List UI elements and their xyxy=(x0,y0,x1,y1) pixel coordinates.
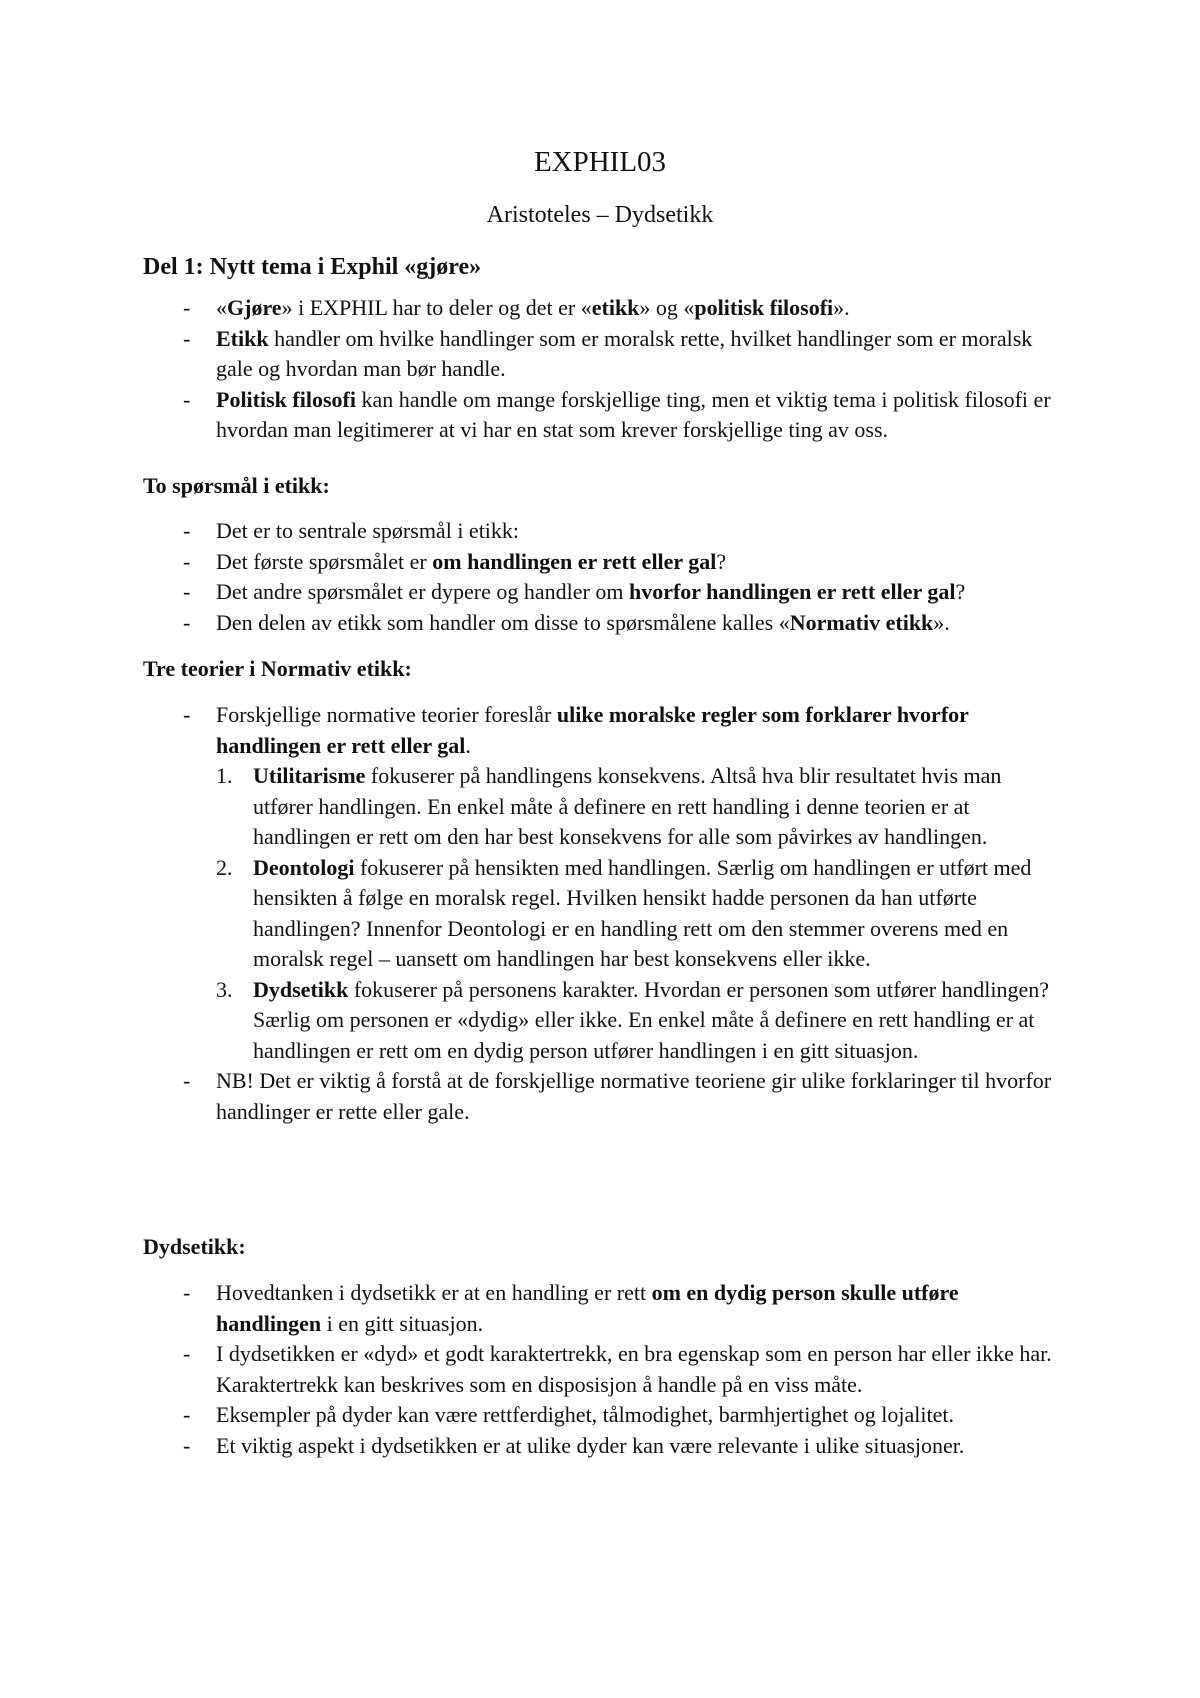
bullet-dash: - xyxy=(183,1068,191,1093)
list-item: - Den delen av etikk som handler om disse to spørsmålene kalles «Normativ etikk». xyxy=(183,608,1063,639)
section4-list xyxy=(183,1278,1063,1461)
document-subtitle: Aristoteles – Dydsetikk xyxy=(486,202,714,228)
bullet-dash: - xyxy=(183,518,191,543)
bullet-dash: - xyxy=(183,1341,191,1366)
section2-list xyxy=(183,516,1063,638)
part1-heading: Del 1: Nytt tema i Exphil «gjøre» xyxy=(143,254,482,280)
list-item: - NB! Det er viktig å forstå at de forskjellige normative teoriene gir ulike forklaringer til hvorfor handlinger er rette eller gale. xyxy=(183,1068,1052,1124)
section3-list xyxy=(183,700,1063,1127)
list-item: - Forskjellige normative teorier foreslår ulike moralske regler som forklarer hvorfor handlingen er rett eller gal. 1. Utilitarisme fokuserer på handlingens konsekvens. Altså hva blir resultatet hvis man utfører handlingen. En enkel måte å definere en rett handling i denne teorien er at handlingen er rett om den har best konsekvens for alle som påvirkes av handlingen. 2. Deontologi fokuserer på hensikten med handlingen. Særlig om handlingen er utført med hensikten å følge en moralsk regel. Hvilken hensikt hadde personen da han utførte handlingen? Innenfor Deontologi er en handling rett om den stemmer overens med en moralsk regel – uansett om handlingen har best konsekvens eller ikke. 3. Dydsetikk fokuserer på personens karakter. Hvordan er personen som utfører handlingen? Særlig om personen er «dydig» eller ikke. En enkel måte å definere en rett handling er at handlingen er rett om en dydig person utfører handlingen i en gitt situasjon. xyxy=(183,700,1063,1066)
item-number: 1. xyxy=(216,763,233,788)
list-item: - Hovedtanken i dydsetikk er at en handling er rett om en dydig person skulle utføre handlingen i en gitt situasjon. xyxy=(183,1280,959,1336)
bullet-dash: - xyxy=(183,295,191,320)
section-heading: Tre teorier i Normativ etikk: xyxy=(143,656,412,681)
bullet-dash: - xyxy=(183,548,191,574)
theory-list xyxy=(216,761,1063,1066)
list-item: - Etikk handler om hvilke handlinger som er moralsk rette, hvilket handlinger som er moralsk gale og hvordan man bør handle. xyxy=(183,325,1033,381)
list-item: - Politisk filosofi kan handle om mange forskjellige ting, men et viktig tema i politisk filosofi er hvordan man legitimerer at vi har en stat som krever forskjellige ting av oss. xyxy=(183,386,1051,442)
bullet-dash: - xyxy=(183,325,191,351)
theory-item: 1. Utilitarisme fokuserer på handlingens konsekvens. Altså hva blir resultatet hvis man utfører handlingen. En enkel måte å definere en rett handling i denne teorien er at handlingen er rett om den har best konsekvens for alle som påvirkes av handlingen. xyxy=(216,763,1002,849)
section-heading: To spørsmål i etikk: xyxy=(143,473,330,498)
document-title: EXPHIL03 xyxy=(533,146,667,178)
theory-item: 3. Dydsetikk fokuserer på personens karakter. Hvordan er personen som utfører handlingen? Særlig om personen er «dydig» eller ikke. En enkel måte å definere en rett handling er at handlingen er rett om en dydig person utfører handlingen i en gitt situasjon. xyxy=(216,976,1050,1063)
list-item: - Det første spørsmålet er om handlingen er rett eller gal? xyxy=(183,547,1063,578)
bullet-dash: - xyxy=(183,1432,191,1458)
bullet-dash: - xyxy=(183,386,191,412)
list-item: - «Gjøre» i EXPHIL har to deler og det er «etikk» og «politisk filosofi». xyxy=(183,293,1063,324)
section-heading: Dydsetikk: xyxy=(143,1234,246,1259)
theory-item: 2. Deontologi fokuserer på hensikten med handlingen. Særlig om handlingen er utført med hensikten å følge en moralsk regel. Hvilken hensikt hadde personen da han utførte handlingen? Innenfor Deontologi er en handling rett om den stemmer overens med en moralsk regel – uansett om handlingen har best konsekvens eller ikke. xyxy=(216,854,1032,971)
list-item: - Det andre spørsmålet er dypere og handler om hvorfor handlingen er rett eller gal? xyxy=(183,577,1063,608)
list-item: - Et viktig aspekt i dydsetikken er at ulike dyder kan være relevante i ulike situasjoner. xyxy=(183,1431,1063,1462)
list-item: - I dydsetikken er «dyd» et godt karaktertrekk, en bra egenskap som en person har eller ikke har. Karaktertrekk kan beskrives som en disposisjon å handle på en viss måte. xyxy=(183,1341,1052,1397)
bullet-dash: - xyxy=(183,579,191,604)
item-number: 2. xyxy=(216,854,233,880)
bullet-dash: - xyxy=(183,1402,191,1427)
bullet-dash: - xyxy=(183,1280,191,1305)
bullet-dash: - xyxy=(183,702,191,727)
list-item: - Det er to sentrale spørsmål i etikk: xyxy=(183,516,1063,547)
part1-list xyxy=(183,293,1063,446)
bullet-dash: - xyxy=(183,609,191,635)
list-item: - Eksempler på dyder kan være rettferdighet, tålmodighet, barmhjertighet og lojalitet. xyxy=(183,1400,1063,1431)
item-number: 3. xyxy=(216,976,233,1002)
